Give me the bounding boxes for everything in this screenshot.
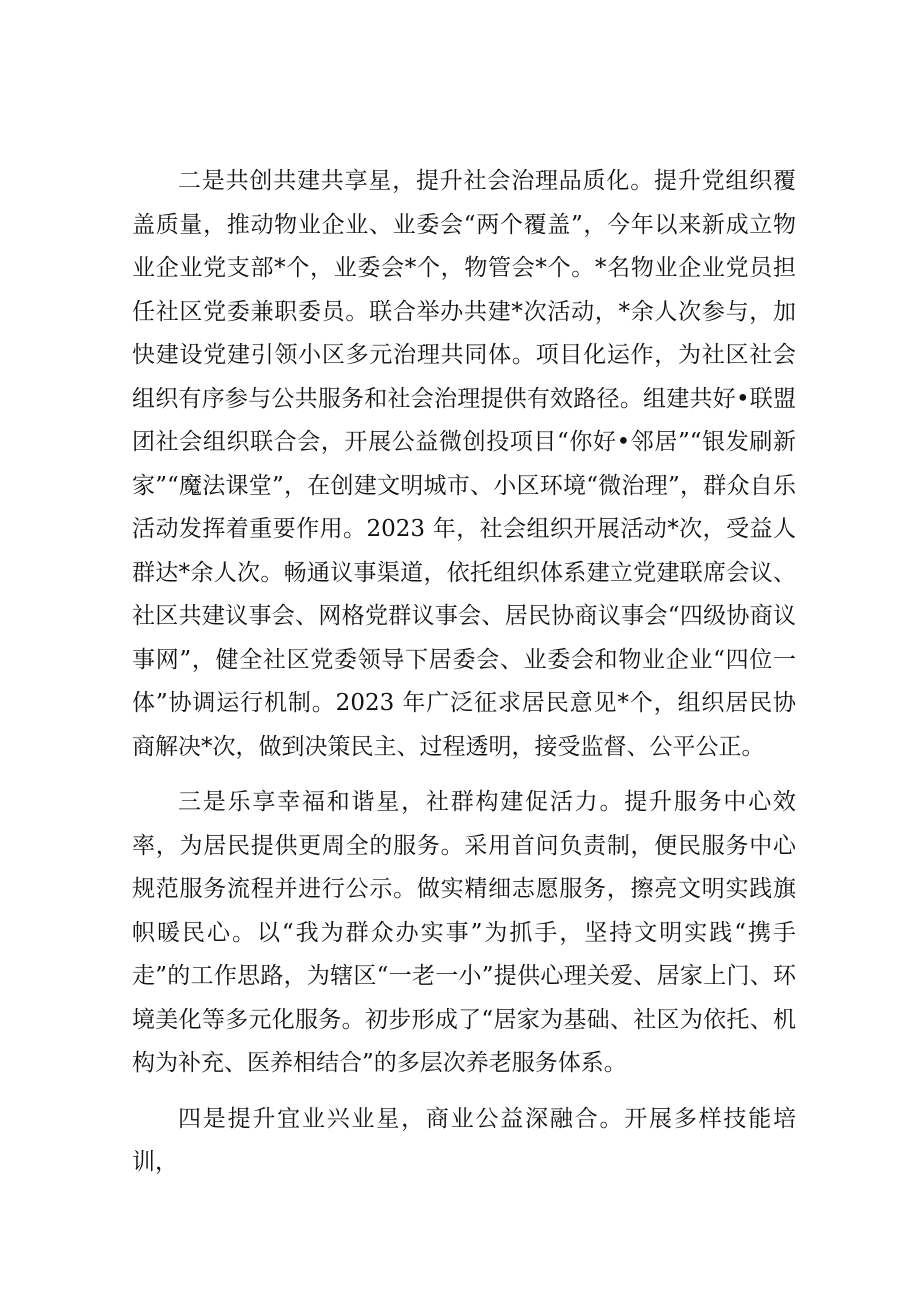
document-body <box>132 160 796 1197</box>
paragraph-social-governance: 二是共创共建共享星，提升社会治理品质化。提升党组织覆盖质量，推动物业企业、业委会“两个覆盖”，今年以来新成立物业企业党支部*个，业委会*个，物管会*个。*名物业企业党员担任社区党委兼职委员。联合举办共建*次活动，*余人次参与，加快建设党建引领小区多元治理共同体。项目化运作，为社区社会组织有序参与公共服务和社会治理提供有效路径。组建共好•联盟团社会组织联合会，开展公益微创投项目“你好•邻居”“银发刷新家”“魔法课堂”，在创建文明城市、小区环境“微治理”，群众自乐活动发挥着重要作用。2023 年，社会组织开展活动*次，受益人群达*余人次。畅通议事渠道，依托组织体系建立党建联席会议、社区共建议事会、网格党群议事会、居民协商议事会“四级协商议事网”，健全社区党委领导下居委会、业委会和物业企业“四位一体”协调运行机制。2023 年广泛征求居民意见*个，组织居民协商解决*次，做到决策民主、过程透明，接受监督、公平公正。 <box>132 168 796 760</box>
paragraph-community-harmony: 三是乐享幸福和谐星，社群构建促活力。提升服务中心效率，为居民提供更周全的服务。采用首问负责制，便民服务中心规范服务流程并进行公示。做实精细志愿服务，擦亮文明实践旗帜暖民心。以“我为群众办实事”为抓手，坚持文明实践“携手走”的工作思路，为辖区“一老一小”提供心理关爱、居家上门、环境美化等多元化服务。初步形成了“居家为基础、社区为依托、机构为补充、医养相结合”的多层次养老服务体系。 <box>132 789 796 1076</box>
paragraph-business-welfare: 四是提升宜业兴业星，商业公益深融合。开展多样技能培训， <box>132 1105 796 1175</box>
